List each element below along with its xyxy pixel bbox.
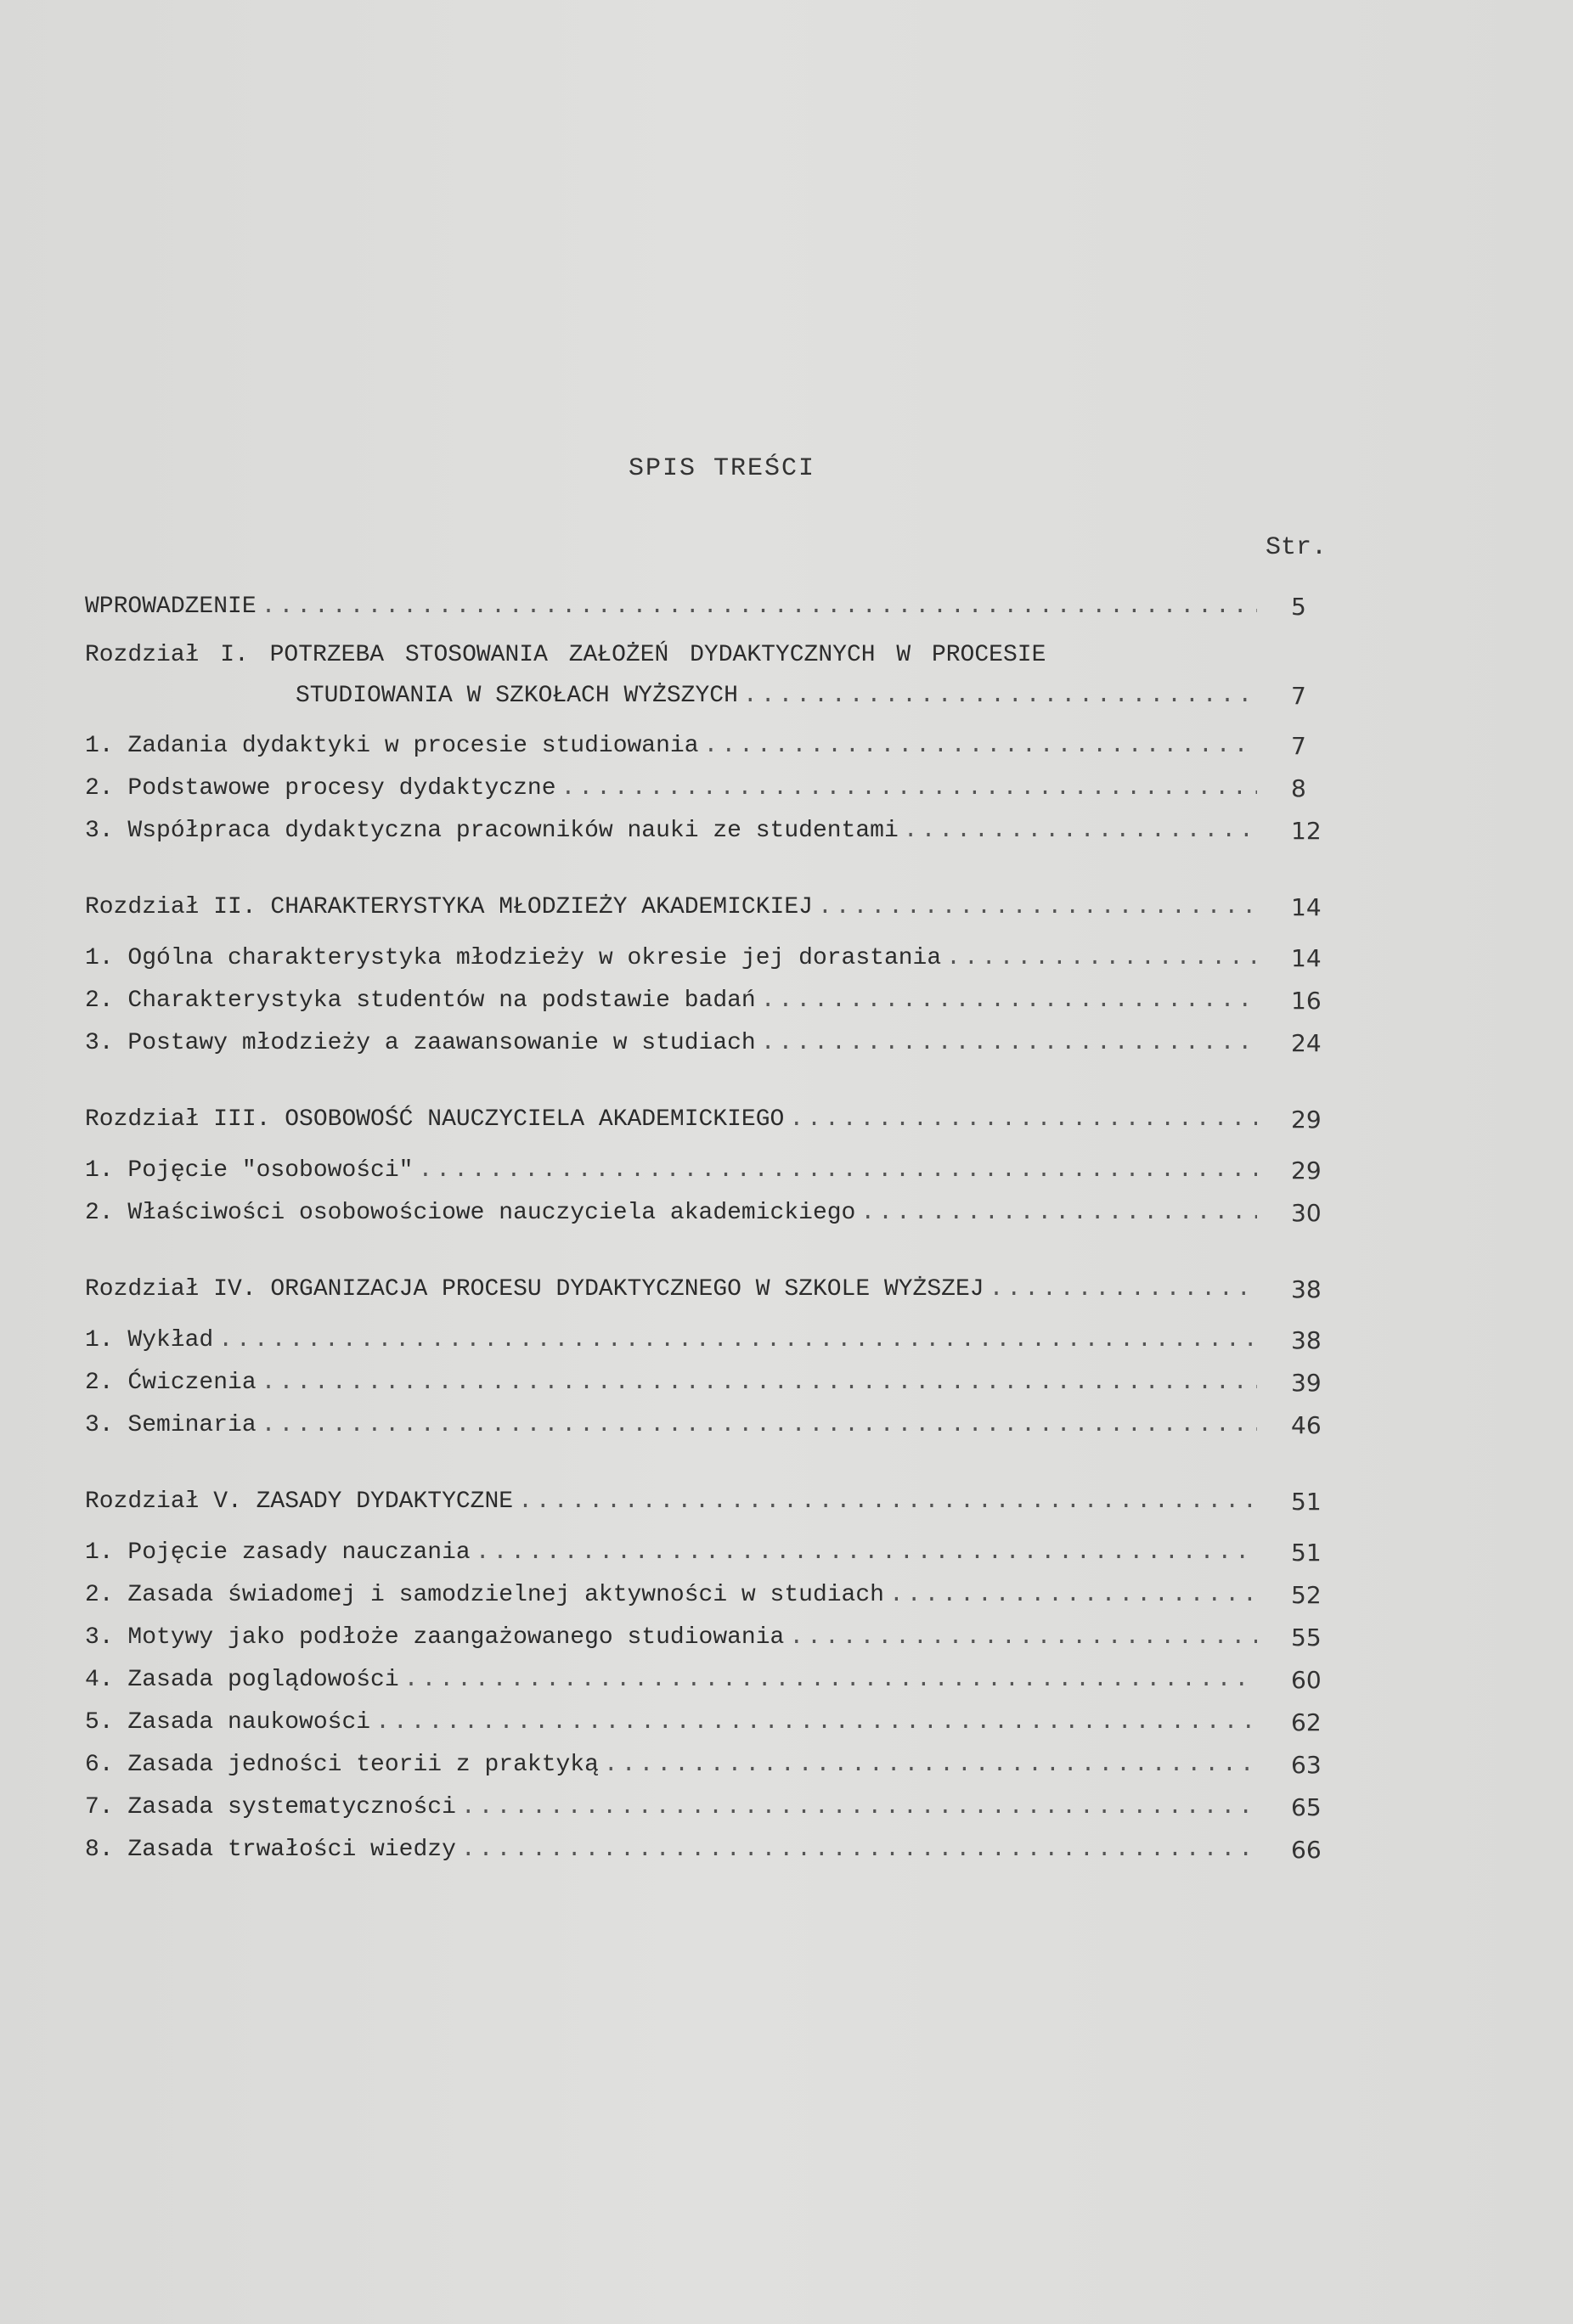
toc-item-label: 3. Seminaria <box>85 1412 257 1438</box>
toc-item <box>85 1574 1342 1617</box>
toc-item <box>85 1787 1342 1829</box>
chapter-heading: Rozdział IV. ORGANIZACJA PROCESU DYDAKTYCZNEGO W SZKOLE WYŻSZEJ <box>85 1276 984 1303</box>
toc-chapter-1 <box>85 635 1342 717</box>
toc-chapter-5 <box>85 1481 1342 1523</box>
toc-item-label: 2. Podstawowe procesy dydaktyczne <box>85 775 556 802</box>
chapter-heading-line2: STUDIOWANIA W SZKOŁACH WYŻSZYCH <box>296 683 738 709</box>
toc-page-number: 14 <box>1291 944 1322 972</box>
toc-page-number: 8 <box>1291 774 1306 802</box>
toc-item <box>85 1150 1342 1192</box>
leader-dots <box>761 980 1257 1022</box>
toc-item-label: 1. Pojęcie "osobowości" <box>85 1157 414 1184</box>
leader-dots <box>761 1022 1257 1065</box>
toc-item <box>85 937 1342 980</box>
leader-dots <box>461 1787 1257 1829</box>
leader-dots <box>518 1481 1257 1523</box>
toc-page-number: 16 <box>1291 987 1322 1015</box>
leader-dots <box>476 1532 1257 1574</box>
leader-dots <box>218 1320 1257 1362</box>
leader-dots <box>604 1744 1257 1787</box>
toc-item <box>85 1362 1342 1404</box>
toc-item-label: 5. Zasada naukowości <box>85 1709 371 1736</box>
leader-dots <box>262 1362 1257 1404</box>
toc-item-label: 7. Zasada systematyczności <box>85 1794 456 1820</box>
toc-item <box>85 980 1342 1022</box>
leader-dots <box>904 810 1257 853</box>
leader-dots <box>889 1574 1257 1617</box>
toc-page-number: 24 <box>1291 1029 1322 1057</box>
chapter-heading: Rozdział V. ZASADY DYDAKTYCZNE <box>85 1488 514 1515</box>
toc-item-label: 1. Zadania dydaktyki w procesie studiowania <box>85 733 699 759</box>
toc-page-number: 46 <box>1291 1411 1322 1439</box>
table-of-contents <box>85 586 1342 1871</box>
toc-item <box>85 1532 1342 1574</box>
toc-item-label: 4. Zasada poglądowości <box>85 1667 399 1693</box>
toc-page-number: 63 <box>1291 1751 1322 1779</box>
leader-dots <box>561 768 1258 810</box>
toc-page-number: 5 <box>1291 593 1306 621</box>
leader-dots <box>418 1150 1257 1192</box>
toc-entry-label: WPROWADZENIE <box>85 594 257 620</box>
leader-dots <box>946 937 1257 980</box>
toc-item-label: 2. Ćwiczenia <box>85 1370 257 1396</box>
toc-page-number: 38 <box>1291 1275 1322 1303</box>
toc-item <box>85 768 1342 810</box>
toc-item-label: 1. Wykład <box>85 1327 214 1353</box>
toc-item <box>85 1320 1342 1362</box>
toc-item <box>85 1744 1342 1787</box>
toc-item-label: 3. Współpraca dydaktyczna pracowników nauki ze studentami <box>85 818 899 844</box>
toc-page-number: 29 <box>1291 1156 1322 1185</box>
toc-item <box>85 1702 1342 1744</box>
toc-page-number: 30 <box>1291 1199 1322 1227</box>
toc-page-number: 60 <box>1291 1666 1322 1694</box>
leader-dots <box>989 1269 1257 1311</box>
toc-page-number: 7 <box>1291 732 1306 760</box>
leader-dots <box>404 1659 1257 1702</box>
toc-chapter-3 <box>85 1099 1342 1141</box>
toc-page-number: 62 <box>1291 1708 1322 1736</box>
leader-dots <box>818 886 1257 929</box>
leader-dots <box>375 1702 1257 1744</box>
toc-item-label: 3. Postawy młodzieży a zaawansowanie w studiach <box>85 1030 756 1056</box>
leader-dots <box>860 1192 1257 1235</box>
toc-chapter-2 <box>85 886 1342 929</box>
toc-item <box>85 1659 1342 1702</box>
toc-page-number: 55 <box>1291 1623 1322 1652</box>
leader-dots <box>262 586 1257 628</box>
toc-item <box>85 810 1342 853</box>
leader-dots <box>789 1099 1257 1141</box>
leader-dots <box>461 1829 1257 1871</box>
toc-item-label: 1. Ogólna charakterystyka młodzieży w okresie jej dorastania <box>85 945 942 971</box>
toc-page-number: 51 <box>1291 1488 1322 1516</box>
chapter-heading: Rozdział II. CHARAKTERYSTYKA MŁODZIEŻY AKADEMICKIEJ <box>85 894 813 920</box>
toc-page-number: 51 <box>1291 1539 1322 1567</box>
page-column-label: Str. <box>1266 533 1328 562</box>
toc-item-label: 1. Pojęcie zasady nauczania <box>85 1539 471 1566</box>
toc-item <box>85 1192 1342 1235</box>
page-title: SPIS TREŚCI <box>628 454 816 483</box>
leader-dots <box>262 1404 1257 1447</box>
toc-page-number: 39 <box>1291 1369 1322 1397</box>
toc-item-label: 2. Właściwości osobowościowe nauczyciela akademickiego <box>85 1200 856 1226</box>
chapter-heading-line2-row <box>85 676 1342 717</box>
toc-item-label: 2. Zasada świadomej i samodzielnej aktywności w studiach <box>85 1582 884 1608</box>
toc-item-label: 2. Charakterystyka studentów na podstawie badań <box>85 988 756 1014</box>
toc-page-number: 29 <box>1291 1106 1322 1134</box>
leader-dots <box>704 725 1257 768</box>
toc-page-number: 65 <box>1291 1793 1322 1821</box>
toc-item <box>85 1829 1342 1871</box>
toc-item-label: 6. Zasada jedności teorii z praktyką <box>85 1752 599 1778</box>
toc-item-label: 8. Zasada trwałości wiedzy <box>85 1837 456 1863</box>
toc-page-number: 38 <box>1291 1326 1322 1354</box>
toc-chapter-4 <box>85 1269 1342 1311</box>
toc-item <box>85 725 1342 768</box>
toc-item-label: 3. Motywy jako podłoże zaangażowanego studiowania <box>85 1624 785 1651</box>
chapter-heading-line1: Rozdział I. POTRZEBA STOSOWANIA ZAŁOŻEŃ DYDAKTYCZNYCH W PROCESIE <box>85 642 1046 668</box>
toc-page-number: 12 <box>1291 817 1322 845</box>
toc-page-number: 7 <box>1291 682 1306 710</box>
toc-item <box>85 1617 1342 1659</box>
toc-entry-intro <box>85 586 1342 628</box>
leader-dots <box>743 676 1257 717</box>
chapter-heading: Rozdział III. OSOBOWOŚĆ NAUCZYCIELA AKADEMICKIEGO <box>85 1106 785 1133</box>
toc-page-number: 14 <box>1291 893 1322 921</box>
toc-item <box>85 1404 1342 1447</box>
toc-page-number: 66 <box>1291 1836 1322 1864</box>
toc-page-number: 52 <box>1291 1581 1322 1609</box>
leader-dots <box>789 1617 1257 1659</box>
toc-item <box>85 1022 1342 1065</box>
